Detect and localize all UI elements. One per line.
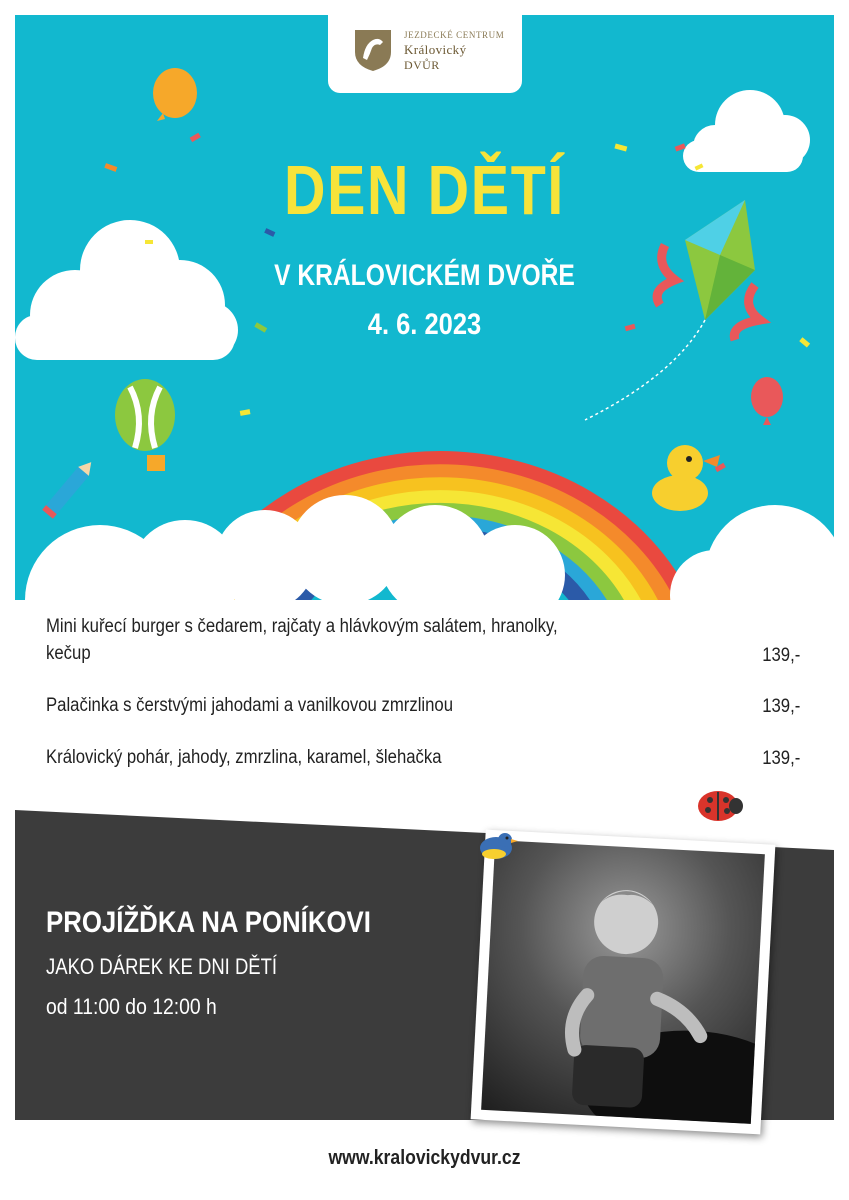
event-title: DEN DĚTÍ (283, 151, 566, 229)
ladybug-pin-icon (696, 788, 744, 824)
orange-balloon-icon (153, 68, 197, 121)
menu-item-name: Mini kuřecí burger s čedarem, rajčaty a hlávkovým salátem, hranolky, kečup (46, 616, 558, 664)
event-date: 4. 6. 2023 (367, 308, 482, 341)
menu-item-price: 139,- (761, 696, 800, 717)
child-on-pony-photo (471, 830, 776, 1135)
pony-ride-title: PROJÍŽĎKA NA PONÍKOVI (46, 906, 371, 939)
bottom-clouds (25, 495, 834, 600)
website-url[interactable]: www.kralovickydvur.cz (328, 1147, 521, 1169)
pencil-icon (42, 458, 96, 519)
pony-ride-time: od 11:00 do 12:00 h (46, 994, 217, 1019)
logo-small-caption: JEZDECKÉ CENTRUM (404, 30, 505, 40)
duck-icon (652, 445, 720, 511)
child-silhouette (481, 840, 765, 1124)
bird-pin-icon (472, 826, 518, 866)
hot-air-balloon-icon (115, 379, 175, 471)
red-balloon-icon (751, 377, 783, 425)
menu-item-name: Palačinka s čerstvými jahodami a vanilkovou zmrzlinou (46, 695, 454, 716)
photo-image (481, 840, 765, 1124)
menu-item-price: 139,- (761, 748, 800, 769)
logo-line-2: DVŮR (404, 58, 440, 72)
pony-ride-subtitle: JAKO DÁREK KE DNI DĚTÍ (46, 954, 278, 979)
logo-line-1: Královický (404, 42, 467, 57)
menu-item-price: 139,- (761, 645, 800, 666)
menu-item-name: Královický pohár, jahody, zmrzlina, karamel, šlehačka (46, 747, 442, 768)
event-subtitle: V KRÁLOVICKÉM DVOŘE (274, 259, 575, 292)
horse-shield-icon (353, 28, 393, 72)
